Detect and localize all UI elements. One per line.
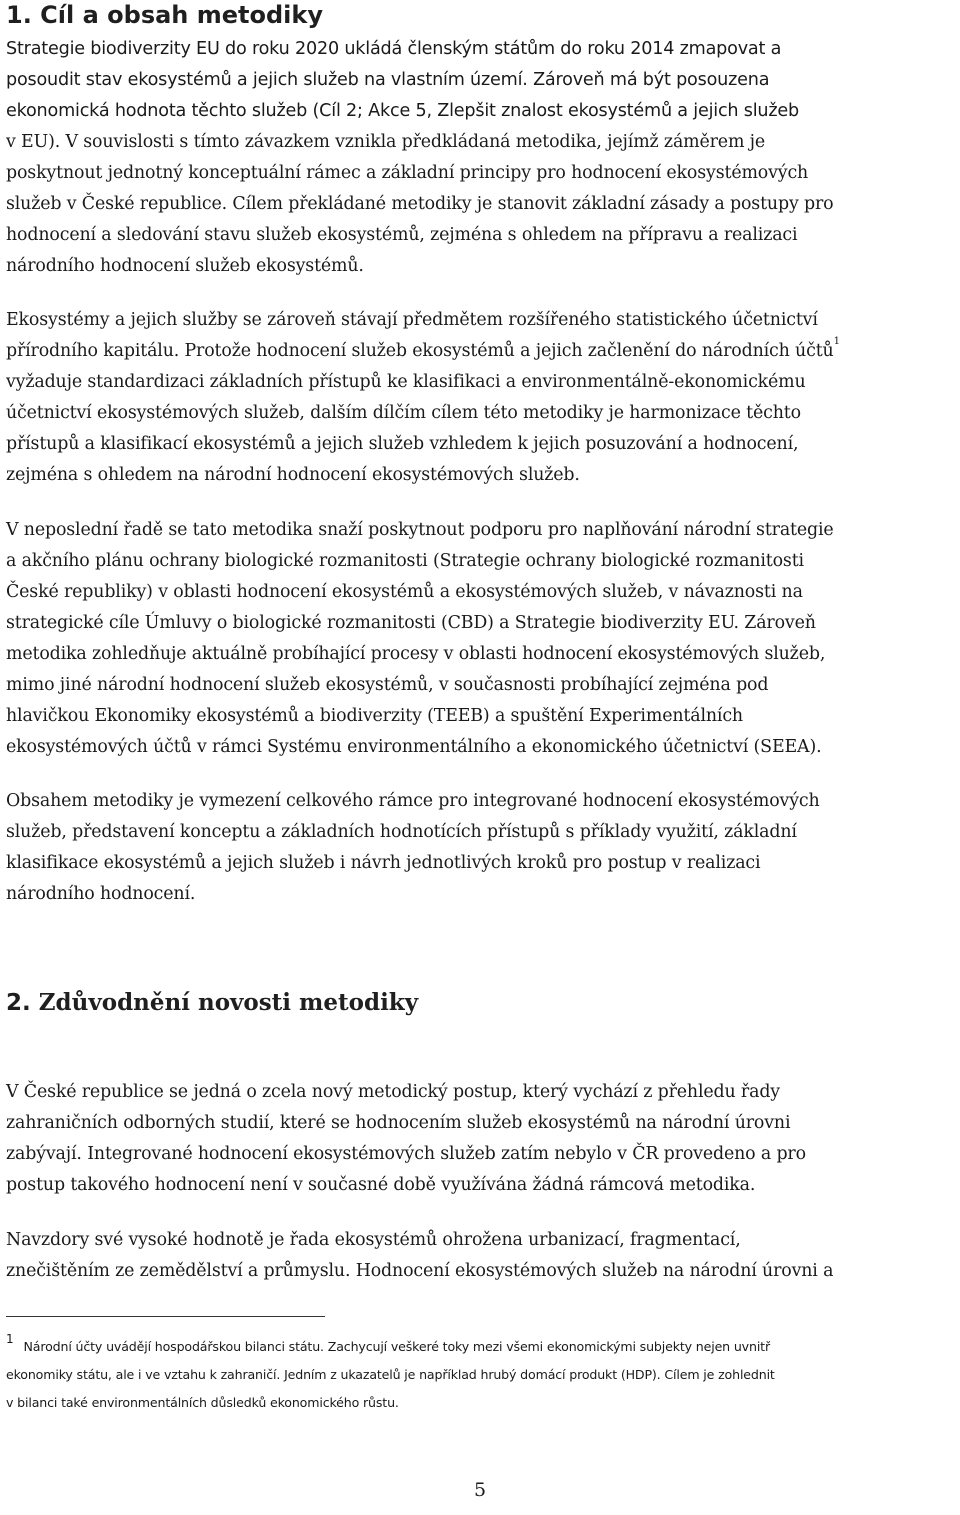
paragraph-line: postup takového hodnocení není v současné době využívána žádná rámcová metodika. — [6, 1175, 756, 1195]
section-1-heading: 1. Cíl a obsah metodiky — [6, 1, 323, 29]
paragraph-line: národního hodnocení služeb ekosystémů. — [6, 256, 364, 276]
paragraph-line: národního hodnocení. — [6, 884, 196, 904]
section-1-paragraph-4 — [6, 786, 956, 910]
section-2-heading — [6, 987, 418, 1019]
paragraph-line — [6, 336, 956, 367]
paragraph-line: služeb, představení konceptu a základních hodnotících přístupů s příklady využití, základní — [6, 822, 797, 842]
paragraph-line: účetnictví ekosystémových služeb, dalším dílčím cílem této metodiky je harmonizace těchto — [6, 403, 801, 423]
section-1-paragraph-2 — [6, 305, 956, 491]
paragraph-line: zahraničních odborných studií, které se hodnocením služeb ekosystémů na národní úrovni — [6, 1113, 791, 1133]
paragraph-line: znečištěním ze zemědělství a průmyslu. Hodnocení ekosystémových služeb na národní úrovni a — [6, 1261, 834, 1281]
paragraph-line: ekosystémových účtů v rámci Systému environmentálního a ekonomického účetnictví (SEEA). — [6, 737, 822, 757]
paragraph-line: a akčního plánu ochrany biologické rozmanitosti (Strategie ochrany biologické rozmanitosti — [6, 551, 804, 571]
footnote-text: Národní účty uvádějí hospodářskou bilanci státu. Zachycují veškeré toky mezi všemi ekonomickými subjekty nejen uvnitř — [23, 1339, 770, 1354]
footnote-line: ekonomiky státu, ale i ve vztahu k zahraničí. Jedním z ukazatelů je například hrubý domácí produkt (HDP). Cílem je zohlednit — [6, 1367, 775, 1382]
paragraph-line: České republiky) v oblasti hodnocení ekosystémů a ekosystémových služeb, v návaznosti na — [6, 582, 803, 602]
paragraph-line: Obsahem metodiky je vymezení celkového rámce pro integrované hodnocení ekosystémových — [6, 791, 820, 811]
footnote-reference[interactable]: 1 — [833, 336, 840, 347]
paragraph-line: strategické cíle Úmluvy o biologické rozmanitosti (CBD) a Strategie biodiverzity EU. Zároveň — [6, 613, 816, 633]
paragraph-line-text: ekonomická hodnota těchto služeb (Cíl 2; Akce 5, Zlepšit znalost ekosystémů a jejich služeb — [6, 101, 800, 121]
section-2-paragraph-1 — [6, 1077, 956, 1201]
paragraph-line: zabývají. Integrované hodnocení ekosystémových služeb zatím nebylo v ČR provedeno a pro — [6, 1144, 806, 1164]
paragraph-line — [6, 96, 956, 127]
section-1-paragraph-1 — [6, 34, 956, 282]
paragraph-line: v EU). V souvislosti s tímto závazkem vznikla předkládaná metodika, jejímž záměrem je — [6, 132, 766, 152]
paragraph-line: hlavičkou Ekonomiky ekosystémů a biodiverzity (TEEB) a spuštění Experimentálních — [6, 706, 743, 726]
paragraph-line: posoudit stav ekosystémů a jejich služeb na vlastním území. Zároveň má být posouzena — [6, 70, 770, 90]
section-1-paragraph-3 — [6, 515, 956, 763]
footnote-separator — [6, 1316, 325, 1317]
paragraph-line: Strategie biodiverzity EU do roku 2020 ukládá členským státům do roku 2014 zmapovat a — [6, 39, 782, 59]
footnote-line: v bilanci také environmentálních důsledků ekonomického růstu. — [6, 1395, 399, 1410]
paragraph-line: klasifikace ekosystémů a jejich služeb i návrh jednotlivých kroků pro postup v realizaci — [6, 853, 761, 873]
paragraph-line: zejména s ohledem na národní hodnocení ekosystémových služeb. — [6, 465, 580, 485]
paragraph-line: hodnocení a sledování stavu služeb ekosystémů, zejména s ohledem na přípravu a realizaci — [6, 225, 798, 245]
section-2-heading-text: Zdůvodnění novosti metodiky — [38, 989, 419, 1016]
page-number: 5 — [473, 1479, 487, 1501]
footnote-mark: 1 — [6, 1332, 14, 1346]
footnote-line — [6, 1333, 958, 1361]
paragraph-line: vyžaduje standardizaci základních přístupů ke klasifikaci a environmentálně-ekonomickému — [6, 372, 806, 392]
paragraph-line: poskytnout jednotný konceptuální rámec a základní principy pro hodnocení ekosystémových — [6, 163, 809, 183]
paragraph-line: metodika zohledňuje aktuálně probíhající procesy v oblasti hodnocení ekosystémových služeb, — [6, 644, 826, 664]
paragraph-line: Navzdory své vysoké hodnotě je řada ekosystémů ohrožena urbanizací, fragmentací, — [6, 1230, 741, 1250]
section-2-paragraph-2 — [6, 1225, 956, 1287]
paragraph-line: mimo jiné národní hodnocení služeb ekosystémů, v současnosti probíhající zejména pod — [6, 675, 769, 695]
paragraph-line: Ekosystémy a jejich služby se zároveň stávají předmětem rozšířeného statistického účetnictví — [6, 310, 818, 330]
footnote — [6, 1333, 958, 1417]
paragraph-line: přístupů a klasifikací ekosystémů a jejich služeb vzhledem k jejich posuzování a hodnocení, — [6, 434, 799, 454]
paragraph-line: V neposlední řadě se tato metodika snaží poskytnout podporu pro naplňování národní strategie — [6, 520, 834, 540]
paragraph-line: V České republice se jedná o zcela nový metodický postup, který vychází z přehledu řady — [6, 1082, 780, 1102]
paragraph-line: služeb v České republice. Cílem překládané metodiky je stanovit základní zásady a postupy pro — [6, 194, 834, 214]
section-2-heading-number: 2. — [6, 990, 31, 1016]
paragraph-line-text: přírodního kapitálu. Protože hodnocení služeb ekosystémů a jejich začlenění do národních účtů — [6, 341, 834, 361]
